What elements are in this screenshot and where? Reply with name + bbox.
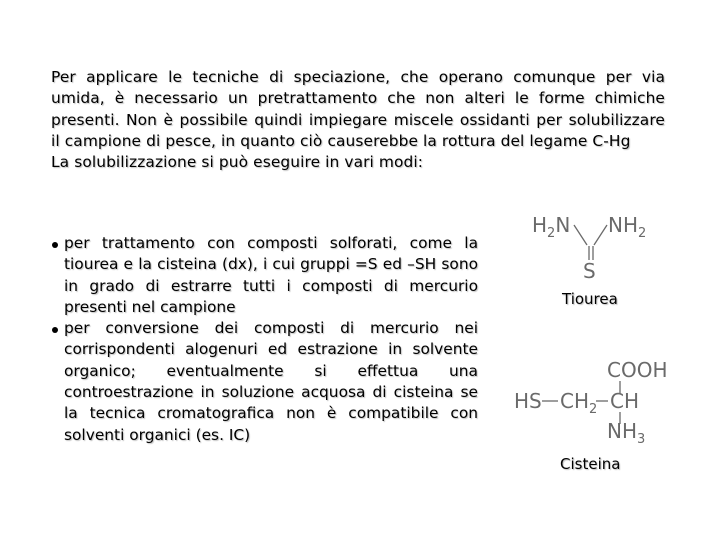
tiourea-s: S <box>583 259 596 283</box>
tiourea-structure <box>520 205 720 285</box>
intro-block <box>51 67 665 173</box>
cisteina-structure <box>510 352 700 452</box>
cisteina-ch: CH <box>610 389 640 413</box>
tiourea-label: Tiourea <box>562 290 618 308</box>
cisteina-label: Cisteina <box>560 455 621 473</box>
bullet-item-2 <box>51 318 478 446</box>
bond-line <box>574 225 587 245</box>
bond-line <box>594 225 607 245</box>
bullet-text-2: per conversione dei composti di mercurio nei corrispondenti alogenuri ed estrazione in solvente organico; eventualmente si effettua una controestrazione in soluzione acquosa di cisteina se la tecnica cromatografica non è compatibile con solventi organici (es. IC) <box>64 319 478 444</box>
bullet-dot-icon <box>52 242 58 248</box>
cisteina-hs: HS <box>514 389 542 413</box>
cisteina-nh3: $NH_3$ <box>607 419 646 447</box>
cisteina-ch2: $CH_2$ <box>560 389 598 417</box>
bullet-dot-icon <box>52 327 58 333</box>
bullet-item-1 <box>51 233 478 318</box>
tiourea-h2n: $H_2N$ <box>532 213 571 241</box>
tiourea-nh2: $NH_2$ <box>608 213 647 241</box>
cisteina-cooh: COOH <box>607 358 668 382</box>
intro-subheading: La solubilizzazione si può eseguire in vari modi: <box>51 153 424 172</box>
intro-paragraph: Per applicare le tecniche di speciazione, che operano comunque per via umida, è necessario un pretrattamento che non alteri le forme chimiche presenti. Non è possibile quindi impiegare miscele ossidanti per solubilizzare il campione di pesce, in quanto ciò causerebbe la rottura del legame C-Hg <box>51 68 665 150</box>
bullet-list <box>51 233 478 446</box>
bullet-text-1: per trattamento con composti solforati, come la tiourea e la cisteina (dx), i cui gruppi =S ed –SH sono in grado di estrarre tutti i composti di mercurio presenti nel campione <box>64 234 478 316</box>
